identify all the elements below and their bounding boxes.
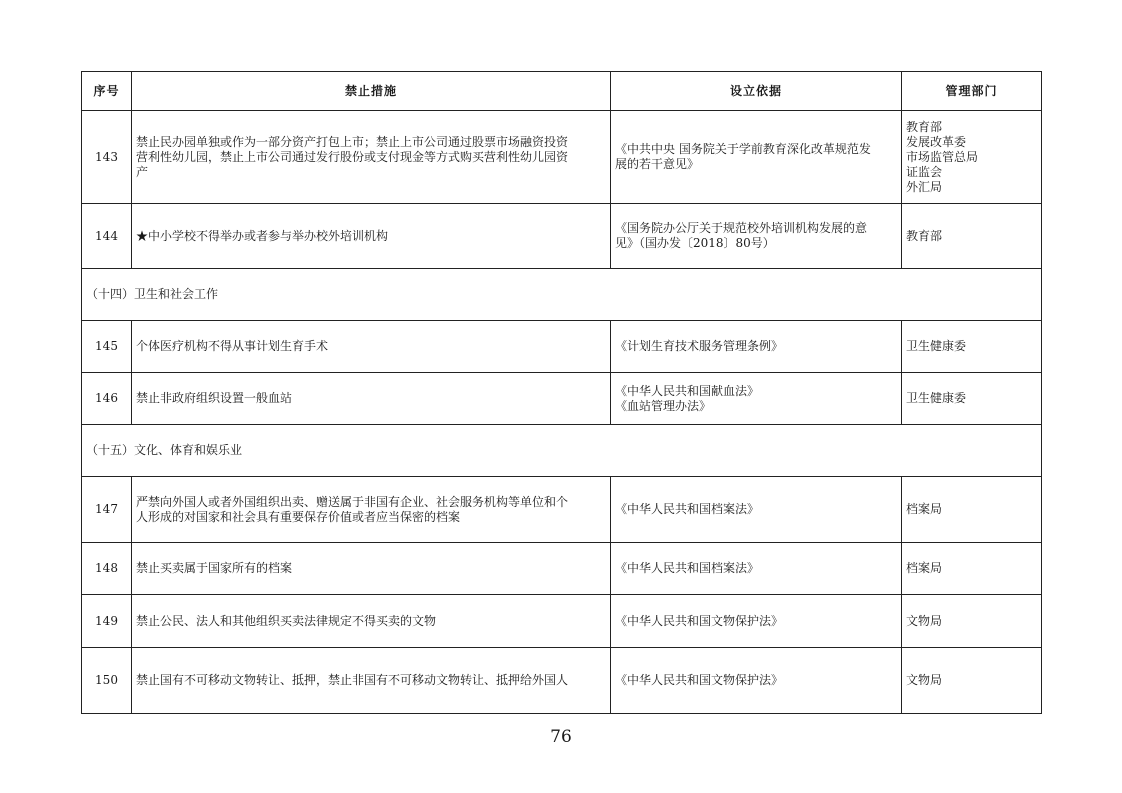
department-line: 档案局 [906, 502, 943, 516]
measure-cell [132, 111, 611, 204]
header-prohibited-measure: 禁止措施 [132, 72, 611, 111]
basis-cell [611, 321, 902, 373]
row-number: 144 [82, 204, 132, 269]
department-line: 教育部 [906, 119, 943, 134]
basis-line: 《中华人民共和国文物保护法》 [615, 673, 784, 687]
measure-cell [132, 204, 611, 269]
basis-line: 《中华人民共和国档案法》 [615, 561, 760, 575]
basis-cell [611, 111, 902, 204]
measure-line: 禁止买卖属于国家所有的档案 [136, 561, 293, 575]
department-line: 文物局 [906, 613, 943, 628]
department-line: 卫生健康委 [906, 339, 967, 353]
measure-line: 禁止民办园单独或作为一部分资产打包上市；禁止上市公司通过股票市场融资投资 [136, 134, 569, 149]
table-row [82, 477, 1042, 543]
measure-cell [132, 373, 611, 425]
header-serial-number: 序号 [82, 72, 132, 111]
section-heading: （十五）文化、体育和娱乐业 [82, 425, 1042, 477]
department-cell [902, 204, 1042, 269]
measure-line: 个体医疗机构不得从事计划生育手术 [136, 339, 329, 353]
measure-line: 禁止非政府组织设置一般血站 [136, 391, 293, 405]
measure-line: 禁止国有不可移动文物转让、抵押，禁止非国有不可移动文物转让、抵押给外国人 [136, 673, 569, 687]
department-line: 外汇局 [906, 179, 943, 194]
row-number: 147 [82, 477, 132, 543]
section-row [82, 425, 1042, 477]
department-cell [902, 111, 1042, 204]
table-row [82, 648, 1042, 714]
basis-line: 《国务院办公厅关于规范校外培训机构发展的意 [615, 221, 868, 235]
department-line: 档案局 [906, 561, 943, 575]
row-number: 146 [82, 373, 132, 425]
basis-cell [611, 204, 902, 269]
department-cell [902, 543, 1042, 595]
department-cell [902, 595, 1042, 648]
department-line: 卫生健康委 [906, 391, 967, 405]
measure-cell [132, 543, 611, 595]
row-number: 150 [82, 648, 132, 714]
department-cell [902, 373, 1042, 425]
basis-cell [611, 595, 902, 648]
measure-line: 人形成的对国家和社会具有重要保存价值或者应当保密的档案 [136, 509, 461, 524]
department-cell [902, 477, 1042, 543]
measure-line: 严禁向外国人或者外国组织出卖、赠送属于非国有企业、社会服务机构等单位和个 [136, 494, 569, 509]
basis-line: 《中华人民共和国文物保护法》 [615, 613, 784, 628]
measure-line: 产 [136, 164, 149, 179]
basis-line: 《中华人民共和国献血法》 [615, 383, 760, 398]
measure-line: ★中小学校不得举办或者参与举办校外培训机构 [136, 228, 389, 243]
header-managing-department: 管理部门 [902, 72, 1042, 111]
department-line: 教育部 [906, 228, 943, 243]
measure-cell [132, 595, 611, 648]
department-line: 发展改革委 [906, 134, 967, 149]
basis-line: 《中共中央 国务院关于学前教育深化改革规范发 [615, 142, 871, 156]
department-line: 证监会 [906, 164, 943, 179]
page-number: 76 [550, 727, 572, 747]
table-row [82, 543, 1042, 595]
row-number: 145 [82, 321, 132, 373]
measure-cell [132, 477, 611, 543]
basis-cell [611, 373, 902, 425]
table-row [82, 595, 1042, 648]
row-number: 149 [82, 595, 132, 648]
basis-cell [611, 543, 902, 595]
basis-cell [611, 648, 902, 714]
measure-line: 禁止公民、法人和其他组织买卖法律规定不得买卖的文物 [136, 613, 437, 628]
section-heading: （十四）卫生和社会工作 [82, 269, 1042, 321]
table-row [82, 204, 1042, 269]
basis-line: 《中华人民共和国档案法》 [615, 502, 760, 516]
table-header-row [82, 72, 1042, 111]
row-number: 148 [82, 543, 132, 595]
basis-line: 《计划生育技术服务管理条例》 [615, 339, 784, 353]
measure-cell [132, 321, 611, 373]
row-number: 143 [82, 111, 132, 204]
department-cell [902, 321, 1042, 373]
measure-cell [132, 648, 611, 714]
measure-line: 营利性幼儿园，禁止上市公司通过发行股份或支付现金等方式购买营利性幼儿园资 [136, 149, 569, 164]
basis-line: 见》（国办发〔2018〕80号） [615, 236, 775, 250]
header-legal-basis: 设立依据 [611, 72, 902, 111]
table-row [82, 321, 1042, 373]
basis-line: 《血站管理办法》 [615, 398, 712, 413]
table-row [82, 373, 1042, 425]
measures-table [81, 71, 1042, 714]
table-row [82, 111, 1042, 204]
department-line: 文物局 [906, 673, 943, 687]
section-row [82, 269, 1042, 321]
basis-line: 展的若干意见》 [615, 157, 700, 171]
department-line: 市场监管总局 [906, 149, 979, 164]
basis-cell [611, 477, 902, 543]
department-cell [902, 648, 1042, 714]
